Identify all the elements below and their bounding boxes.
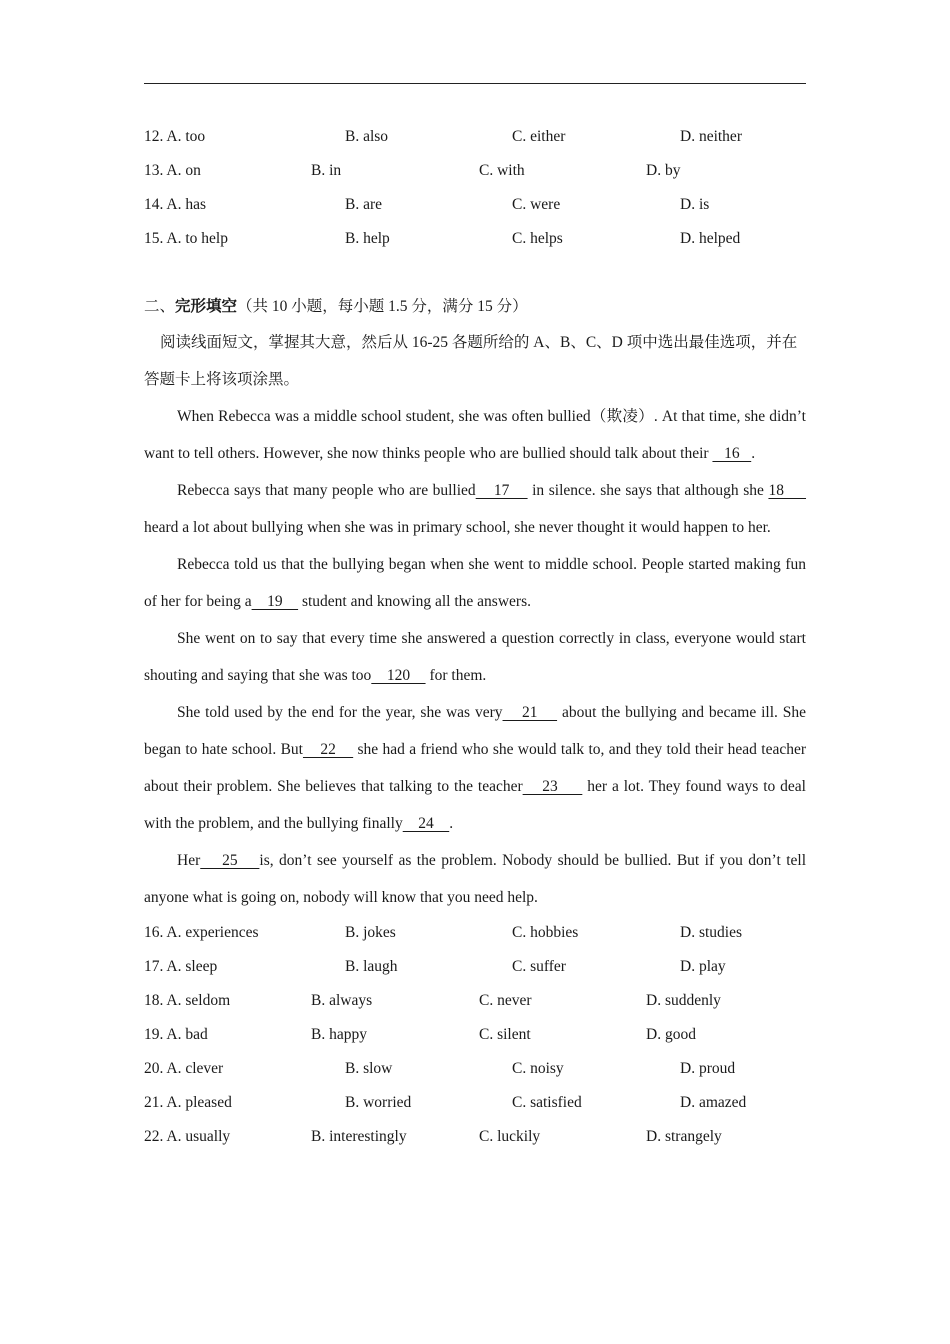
question-number: 13. [144, 162, 164, 179]
passage-paragraph-6: Her 25 is, don’t see yourself as the problem. Nobody should be bullied. But if you don’t tell anyone what is going on, nobody will know that you need help. [144, 852, 807, 906]
option-b: B. in [311, 162, 342, 179]
option-a: 18. A. seldom [144, 992, 231, 1009]
option-c: C. luckily [479, 1128, 541, 1145]
blank-24: 24 [402, 815, 450, 832]
option-d: D. good [646, 1026, 696, 1043]
question-number: 22. [144, 1128, 164, 1145]
option-a: 12. A. too [144, 128, 206, 145]
option-a: 17. A. sleep [144, 958, 218, 975]
blank-19: 19 [251, 593, 299, 610]
passage-paragraph-5: She told used by the end for the year, she was very 21 about the bullying and became ill. She began to hate school. But 22 she had a friend who she would talk to, and they told their head teacher about their problem. She believes that talking to the teacher 23 her a lot. They found ways to deal with the problem, and the bullying finally 24 . [144, 704, 807, 832]
option-b: B. interestingly [311, 1128, 407, 1145]
exam-page-content [144, 120, 806, 1154]
option-d: D. play [680, 958, 726, 975]
option-d: D. by [646, 162, 681, 179]
option-b: B. are [345, 196, 383, 213]
option-d: D. is [680, 196, 710, 213]
blank-20: 120 [371, 667, 426, 684]
option-b: B. worried [345, 1094, 412, 1111]
question-number: 18. [144, 992, 164, 1009]
option-a: 22. A. usually [144, 1128, 231, 1145]
option-a: 15. A. to help [144, 230, 228, 247]
question-number: 19. [144, 1026, 164, 1043]
option-c: C. never [479, 992, 532, 1009]
option-b: B. happy [311, 1026, 367, 1043]
option-b: B. also [345, 128, 389, 145]
section-heading: 二、完形填空（共 10 小题，每小题 1.5 分，满分 15 分） [144, 298, 528, 315]
passage-paragraph-1: When Rebecca was a middle school student, she was often bullied（欺凌）. At that time, she didn’t want to tell others. However, she now thinks people who are bullied should talk about their 16 . [144, 408, 806, 462]
option-a: 14. A. has [144, 196, 207, 213]
option-b: B. jokes [345, 924, 396, 941]
question-options-row [144, 120, 806, 154]
blank-22: 22 [302, 741, 354, 758]
option-b: B. always [311, 992, 373, 1009]
option-d: D. proud [680, 1060, 736, 1077]
section-title: 完形填空 [175, 298, 238, 315]
option-d: D. amazed [680, 1094, 747, 1111]
option-d: D. suddenly [646, 992, 721, 1009]
question-number: 17. [144, 958, 164, 975]
question-number: 21. [144, 1094, 164, 1111]
section-note: （共 10 小题，每小题 1.5 分，满分 15 分） [237, 298, 528, 315]
question-options-row [144, 916, 806, 950]
option-c: C. satisfied [512, 1094, 582, 1111]
header-rule [144, 83, 806, 84]
option-d: D. strangely [646, 1128, 722, 1145]
blank-25: 25 [200, 852, 260, 869]
passage-paragraph-3: Rebecca told us that the bullying began when she went to middle school. People started making fun of her for being a 19 student and knowing all the answers. [144, 556, 806, 610]
passage-paragraph-2: Rebecca says that many people who are bullied 17 in silence. she says that although she 18 heard a lot about bullying when she was in primary school, she never thought it would happen to her. [144, 482, 807, 536]
option-c: C. suffer [512, 958, 566, 975]
option-a: 13. A. on [144, 162, 201, 179]
options-group-12-15 [144, 120, 806, 256]
option-d: D. studies [680, 924, 742, 941]
options-group-16-22 [144, 916, 806, 1154]
option-c: C. hobbies [512, 924, 579, 941]
option-a: 19. A. bad [144, 1026, 208, 1043]
question-number: 15. [144, 230, 164, 247]
question-number: 20. [144, 1060, 164, 1077]
question-number: 16. [144, 924, 164, 941]
option-d: D. neither [680, 128, 742, 145]
section-instructions: 阅读线面短文，掌握其大意，然后从 16-25 各题所给的 A、B、C、D 项中选出最佳选项，并在答题卡上将该项涂黑。 [144, 334, 798, 388]
option-b: B. slow [345, 1060, 393, 1077]
blank-21: 21 [502, 704, 558, 721]
question-options-row [144, 1086, 806, 1120]
option-a: 16. A. experiences [144, 924, 259, 941]
question-options-row [144, 1052, 806, 1086]
option-c: C. noisy [512, 1060, 564, 1077]
option-c: C. were [512, 196, 561, 213]
question-number: 14. [144, 196, 164, 213]
question-number: 12. [144, 128, 164, 145]
option-a: 20. A. clever [144, 1060, 224, 1077]
blank-23: 23 [522, 778, 583, 795]
question-options-row [144, 950, 806, 984]
option-a: 21. A. pleased [144, 1094, 232, 1111]
option-c: C. helps [512, 230, 563, 247]
option-c: C. with [479, 162, 525, 179]
option-d: D. helped [680, 230, 741, 247]
question-options-row [144, 984, 806, 1018]
blank-17: 17 [475, 482, 528, 499]
question-options-row [144, 154, 806, 188]
blank-18: 18 [768, 482, 807, 499]
question-options-row [144, 188, 806, 222]
blank-16: 16 [712, 445, 752, 462]
question-options-row [144, 222, 806, 256]
question-options-row [144, 1018, 806, 1052]
question-options-row [144, 1120, 806, 1154]
option-b: B. help [345, 230, 390, 247]
option-c: C. silent [479, 1026, 531, 1043]
passage-paragraph-4: She went on to say that every time she answered a question correctly in class, everyone would start shouting and saying that she was too 120 for them. [144, 630, 806, 684]
option-c: C. either [512, 128, 566, 145]
option-b: B. laugh [345, 958, 398, 975]
